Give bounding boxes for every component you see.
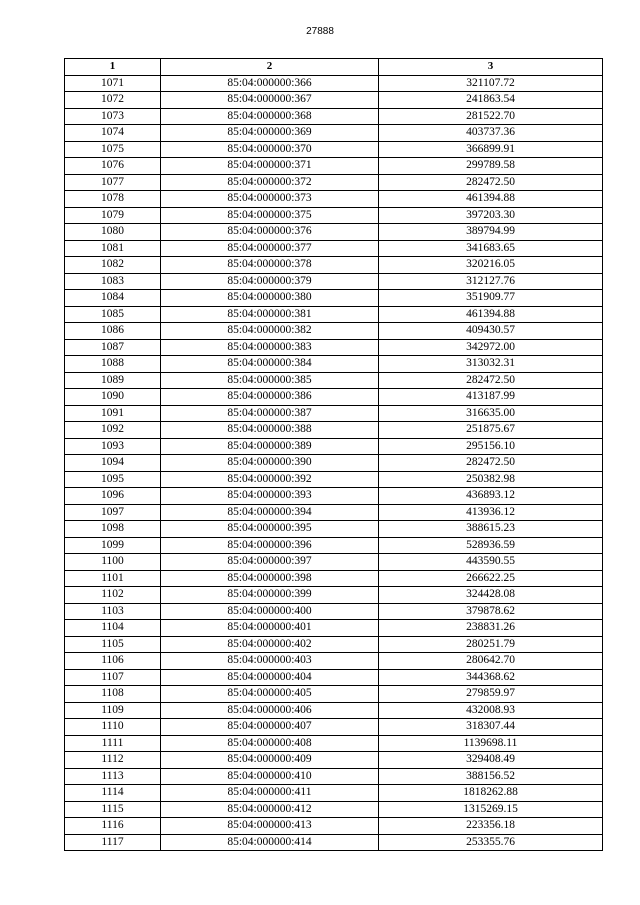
table-row	[65, 290, 603, 307]
value-cell: 320216.05	[379, 257, 603, 274]
table-row	[65, 785, 603, 802]
table-row	[65, 653, 603, 670]
row-number-cell: 1086	[65, 323, 161, 340]
value-cell: 1315269.15	[379, 801, 603, 818]
table-row	[65, 389, 603, 406]
cadastral-number-cell: 85:04:000000:368	[161, 108, 379, 125]
row-number-cell: 1100	[65, 554, 161, 571]
row-number-cell: 1075	[65, 141, 161, 158]
table-row	[65, 752, 603, 769]
value-cell: 282472.50	[379, 455, 603, 472]
cadastral-number-cell: 85:04:000000:407	[161, 719, 379, 736]
value-cell: 329408.49	[379, 752, 603, 769]
cadastral-number-cell: 85:04:000000:371	[161, 158, 379, 175]
value-cell: 388156.52	[379, 768, 603, 785]
value-cell: 281522.70	[379, 108, 603, 125]
cadastral-number-cell: 85:04:000000:372	[161, 174, 379, 191]
cadastral-number-cell: 85:04:000000:383	[161, 339, 379, 356]
cadastral-number-cell: 85:04:000000:373	[161, 191, 379, 208]
table-row	[65, 323, 603, 340]
cadastral-number-cell: 85:04:000000:394	[161, 504, 379, 521]
cadastral-number-cell: 85:04:000000:401	[161, 620, 379, 637]
cadastral-number-cell: 85:04:000000:389	[161, 438, 379, 455]
cadastral-number-cell: 85:04:000000:404	[161, 669, 379, 686]
cadastral-number-cell: 85:04:000000:388	[161, 422, 379, 439]
row-number-cell: 1110	[65, 719, 161, 736]
table-row	[65, 488, 603, 505]
row-number-cell: 1116	[65, 818, 161, 835]
value-cell: 341683.65	[379, 240, 603, 257]
table-row	[65, 636, 603, 653]
row-number-cell: 1073	[65, 108, 161, 125]
row-number-cell: 1108	[65, 686, 161, 703]
column-header-1: 1	[65, 59, 161, 76]
table-row	[65, 702, 603, 719]
table-row	[65, 75, 603, 92]
row-number-cell: 1083	[65, 273, 161, 290]
value-cell: 1139698.11	[379, 735, 603, 752]
value-cell: 413936.12	[379, 504, 603, 521]
table-row	[65, 224, 603, 241]
value-cell: 528936.59	[379, 537, 603, 554]
value-cell: 324428.08	[379, 587, 603, 604]
row-number-cell: 1098	[65, 521, 161, 538]
cadastral-number-cell: 85:04:000000:390	[161, 455, 379, 472]
row-number-cell: 1095	[65, 471, 161, 488]
row-number-cell: 1106	[65, 653, 161, 670]
row-number-cell: 1103	[65, 603, 161, 620]
table-header	[65, 59, 603, 76]
table-row	[65, 158, 603, 175]
table-row	[65, 405, 603, 422]
value-cell: 238831.26	[379, 620, 603, 637]
value-cell: 413187.99	[379, 389, 603, 406]
table-row	[65, 768, 603, 785]
cadastral-number-cell: 85:04:000000:403	[161, 653, 379, 670]
cadastral-number-cell: 85:04:000000:396	[161, 537, 379, 554]
table-row	[65, 356, 603, 373]
table-row	[65, 92, 603, 109]
table-row	[65, 422, 603, 439]
table-body	[65, 75, 603, 851]
cadastral-number-cell: 85:04:000000:379	[161, 273, 379, 290]
value-cell: 461394.88	[379, 191, 603, 208]
data-table	[64, 58, 603, 851]
value-cell: 403737.36	[379, 125, 603, 142]
cadastral-number-cell: 85:04:000000:411	[161, 785, 379, 802]
row-number-cell: 1114	[65, 785, 161, 802]
value-cell: 388615.23	[379, 521, 603, 538]
row-number-cell: 1112	[65, 752, 161, 769]
cadastral-number-cell: 85:04:000000:405	[161, 686, 379, 703]
row-number-cell: 1091	[65, 405, 161, 422]
row-number-cell: 1093	[65, 438, 161, 455]
row-number-cell: 1082	[65, 257, 161, 274]
table-row	[65, 471, 603, 488]
value-cell: 389794.99	[379, 224, 603, 241]
table-row	[65, 455, 603, 472]
table-row	[65, 108, 603, 125]
row-number-cell: 1107	[65, 669, 161, 686]
table-row	[65, 438, 603, 455]
row-number-cell: 1111	[65, 735, 161, 752]
cadastral-number-cell: 85:04:000000:376	[161, 224, 379, 241]
value-cell: 299789.58	[379, 158, 603, 175]
table-row	[65, 587, 603, 604]
table-row	[65, 306, 603, 323]
value-cell: 223356.18	[379, 818, 603, 835]
table-row	[65, 570, 603, 587]
table-row	[65, 603, 603, 620]
cadastral-number-cell: 85:04:000000:369	[161, 125, 379, 142]
cadastral-number-cell: 85:04:000000:412	[161, 801, 379, 818]
cadastral-number-cell: 85:04:000000:414	[161, 834, 379, 851]
row-number-cell: 1089	[65, 372, 161, 389]
row-number-cell: 1072	[65, 92, 161, 109]
row-number-cell: 1071	[65, 75, 161, 92]
value-cell: 1818262.88	[379, 785, 603, 802]
page-number: 27888	[306, 26, 334, 37]
table-row	[65, 141, 603, 158]
value-cell: 282472.50	[379, 174, 603, 191]
value-cell: 397203.30	[379, 207, 603, 224]
table-row	[65, 818, 603, 835]
cadastral-number-cell: 85:04:000000:385	[161, 372, 379, 389]
row-number-cell: 1084	[65, 290, 161, 307]
row-number-cell: 1080	[65, 224, 161, 241]
table-row	[65, 273, 603, 290]
cadastral-number-cell: 85:04:000000:378	[161, 257, 379, 274]
cadastral-number-cell: 85:04:000000:399	[161, 587, 379, 604]
value-cell: 379878.62	[379, 603, 603, 620]
table-row	[65, 669, 603, 686]
value-cell: 266622.25	[379, 570, 603, 587]
cadastral-number-cell: 85:04:000000:380	[161, 290, 379, 307]
row-number-cell: 1096	[65, 488, 161, 505]
cadastral-number-cell: 85:04:000000:410	[161, 768, 379, 785]
cadastral-number-cell: 85:04:000000:377	[161, 240, 379, 257]
value-cell: 295156.10	[379, 438, 603, 455]
row-number-cell: 1099	[65, 537, 161, 554]
row-number-cell: 1079	[65, 207, 161, 224]
row-number-cell: 1104	[65, 620, 161, 637]
header-row	[65, 59, 603, 76]
value-cell: 280642.70	[379, 653, 603, 670]
cadastral-number-cell: 85:04:000000:408	[161, 735, 379, 752]
value-cell: 351909.77	[379, 290, 603, 307]
table-row	[65, 686, 603, 703]
cadastral-number-cell: 85:04:000000:393	[161, 488, 379, 505]
value-cell: 409430.57	[379, 323, 603, 340]
row-number-cell: 1090	[65, 389, 161, 406]
cadastral-number-cell: 85:04:000000:381	[161, 306, 379, 323]
row-number-cell: 1094	[65, 455, 161, 472]
cadastral-number-cell: 85:04:000000:375	[161, 207, 379, 224]
row-number-cell: 1081	[65, 240, 161, 257]
value-cell: 344368.62	[379, 669, 603, 686]
cadastral-number-cell: 85:04:000000:400	[161, 603, 379, 620]
cadastral-number-cell: 85:04:000000:392	[161, 471, 379, 488]
table-row	[65, 174, 603, 191]
value-cell: 443590.55	[379, 554, 603, 571]
row-number-cell: 1078	[65, 191, 161, 208]
column-header-2: 2	[161, 59, 379, 76]
table-row	[65, 801, 603, 818]
value-cell: 432008.93	[379, 702, 603, 719]
value-cell: 461394.88	[379, 306, 603, 323]
cadastral-number-cell: 85:04:000000:409	[161, 752, 379, 769]
row-number-cell: 1101	[65, 570, 161, 587]
row-number-cell: 1117	[65, 834, 161, 851]
table-row	[65, 240, 603, 257]
cadastral-number-cell: 85:04:000000:413	[161, 818, 379, 835]
row-number-cell: 1105	[65, 636, 161, 653]
cadastral-number-cell: 85:04:000000:402	[161, 636, 379, 653]
value-cell: 250382.98	[379, 471, 603, 488]
row-number-cell: 1097	[65, 504, 161, 521]
table-row	[65, 521, 603, 538]
table-row	[65, 339, 603, 356]
row-number-cell: 1087	[65, 339, 161, 356]
cadastral-number-cell: 85:04:000000:370	[161, 141, 379, 158]
cadastral-number-cell: 85:04:000000:395	[161, 521, 379, 538]
value-cell: 279859.97	[379, 686, 603, 703]
row-number-cell: 1092	[65, 422, 161, 439]
value-cell: 253355.76	[379, 834, 603, 851]
value-cell: 251875.67	[379, 422, 603, 439]
cadastral-number-cell: 85:04:000000:382	[161, 323, 379, 340]
cadastral-number-cell: 85:04:000000:384	[161, 356, 379, 373]
value-cell: 312127.76	[379, 273, 603, 290]
value-cell: 282472.50	[379, 372, 603, 389]
row-number-cell: 1109	[65, 702, 161, 719]
value-cell: 318307.44	[379, 719, 603, 736]
cadastral-number-cell: 85:04:000000:366	[161, 75, 379, 92]
table-row	[65, 125, 603, 142]
cadastral-number-cell: 85:04:000000:387	[161, 405, 379, 422]
cadastral-number-cell: 85:04:000000:386	[161, 389, 379, 406]
table-row	[65, 620, 603, 637]
table-row	[65, 191, 603, 208]
value-cell: 436893.12	[379, 488, 603, 505]
cadastral-number-cell: 85:04:000000:367	[161, 92, 379, 109]
row-number-cell: 1088	[65, 356, 161, 373]
table-row	[65, 554, 603, 571]
row-number-cell: 1077	[65, 174, 161, 191]
table-row	[65, 372, 603, 389]
row-number-cell: 1085	[65, 306, 161, 323]
table-row	[65, 834, 603, 851]
cadastral-number-cell: 85:04:000000:398	[161, 570, 379, 587]
row-number-cell: 1113	[65, 768, 161, 785]
value-cell: 316635.00	[379, 405, 603, 422]
value-cell: 241863.54	[379, 92, 603, 109]
value-cell: 280251.79	[379, 636, 603, 653]
table-row	[65, 504, 603, 521]
cadastral-number-cell: 85:04:000000:397	[161, 554, 379, 571]
table-row	[65, 207, 603, 224]
value-cell: 321107.72	[379, 75, 603, 92]
value-cell: 313032.31	[379, 356, 603, 373]
cadastral-number-cell: 85:04:000000:406	[161, 702, 379, 719]
table-row	[65, 719, 603, 736]
value-cell: 342972.00	[379, 339, 603, 356]
row-number-cell: 1115	[65, 801, 161, 818]
row-number-cell: 1102	[65, 587, 161, 604]
table-row	[65, 537, 603, 554]
row-number-cell: 1074	[65, 125, 161, 142]
column-header-3: 3	[379, 59, 603, 76]
row-number-cell: 1076	[65, 158, 161, 175]
table-row	[65, 735, 603, 752]
table-row	[65, 257, 603, 274]
value-cell: 366899.91	[379, 141, 603, 158]
